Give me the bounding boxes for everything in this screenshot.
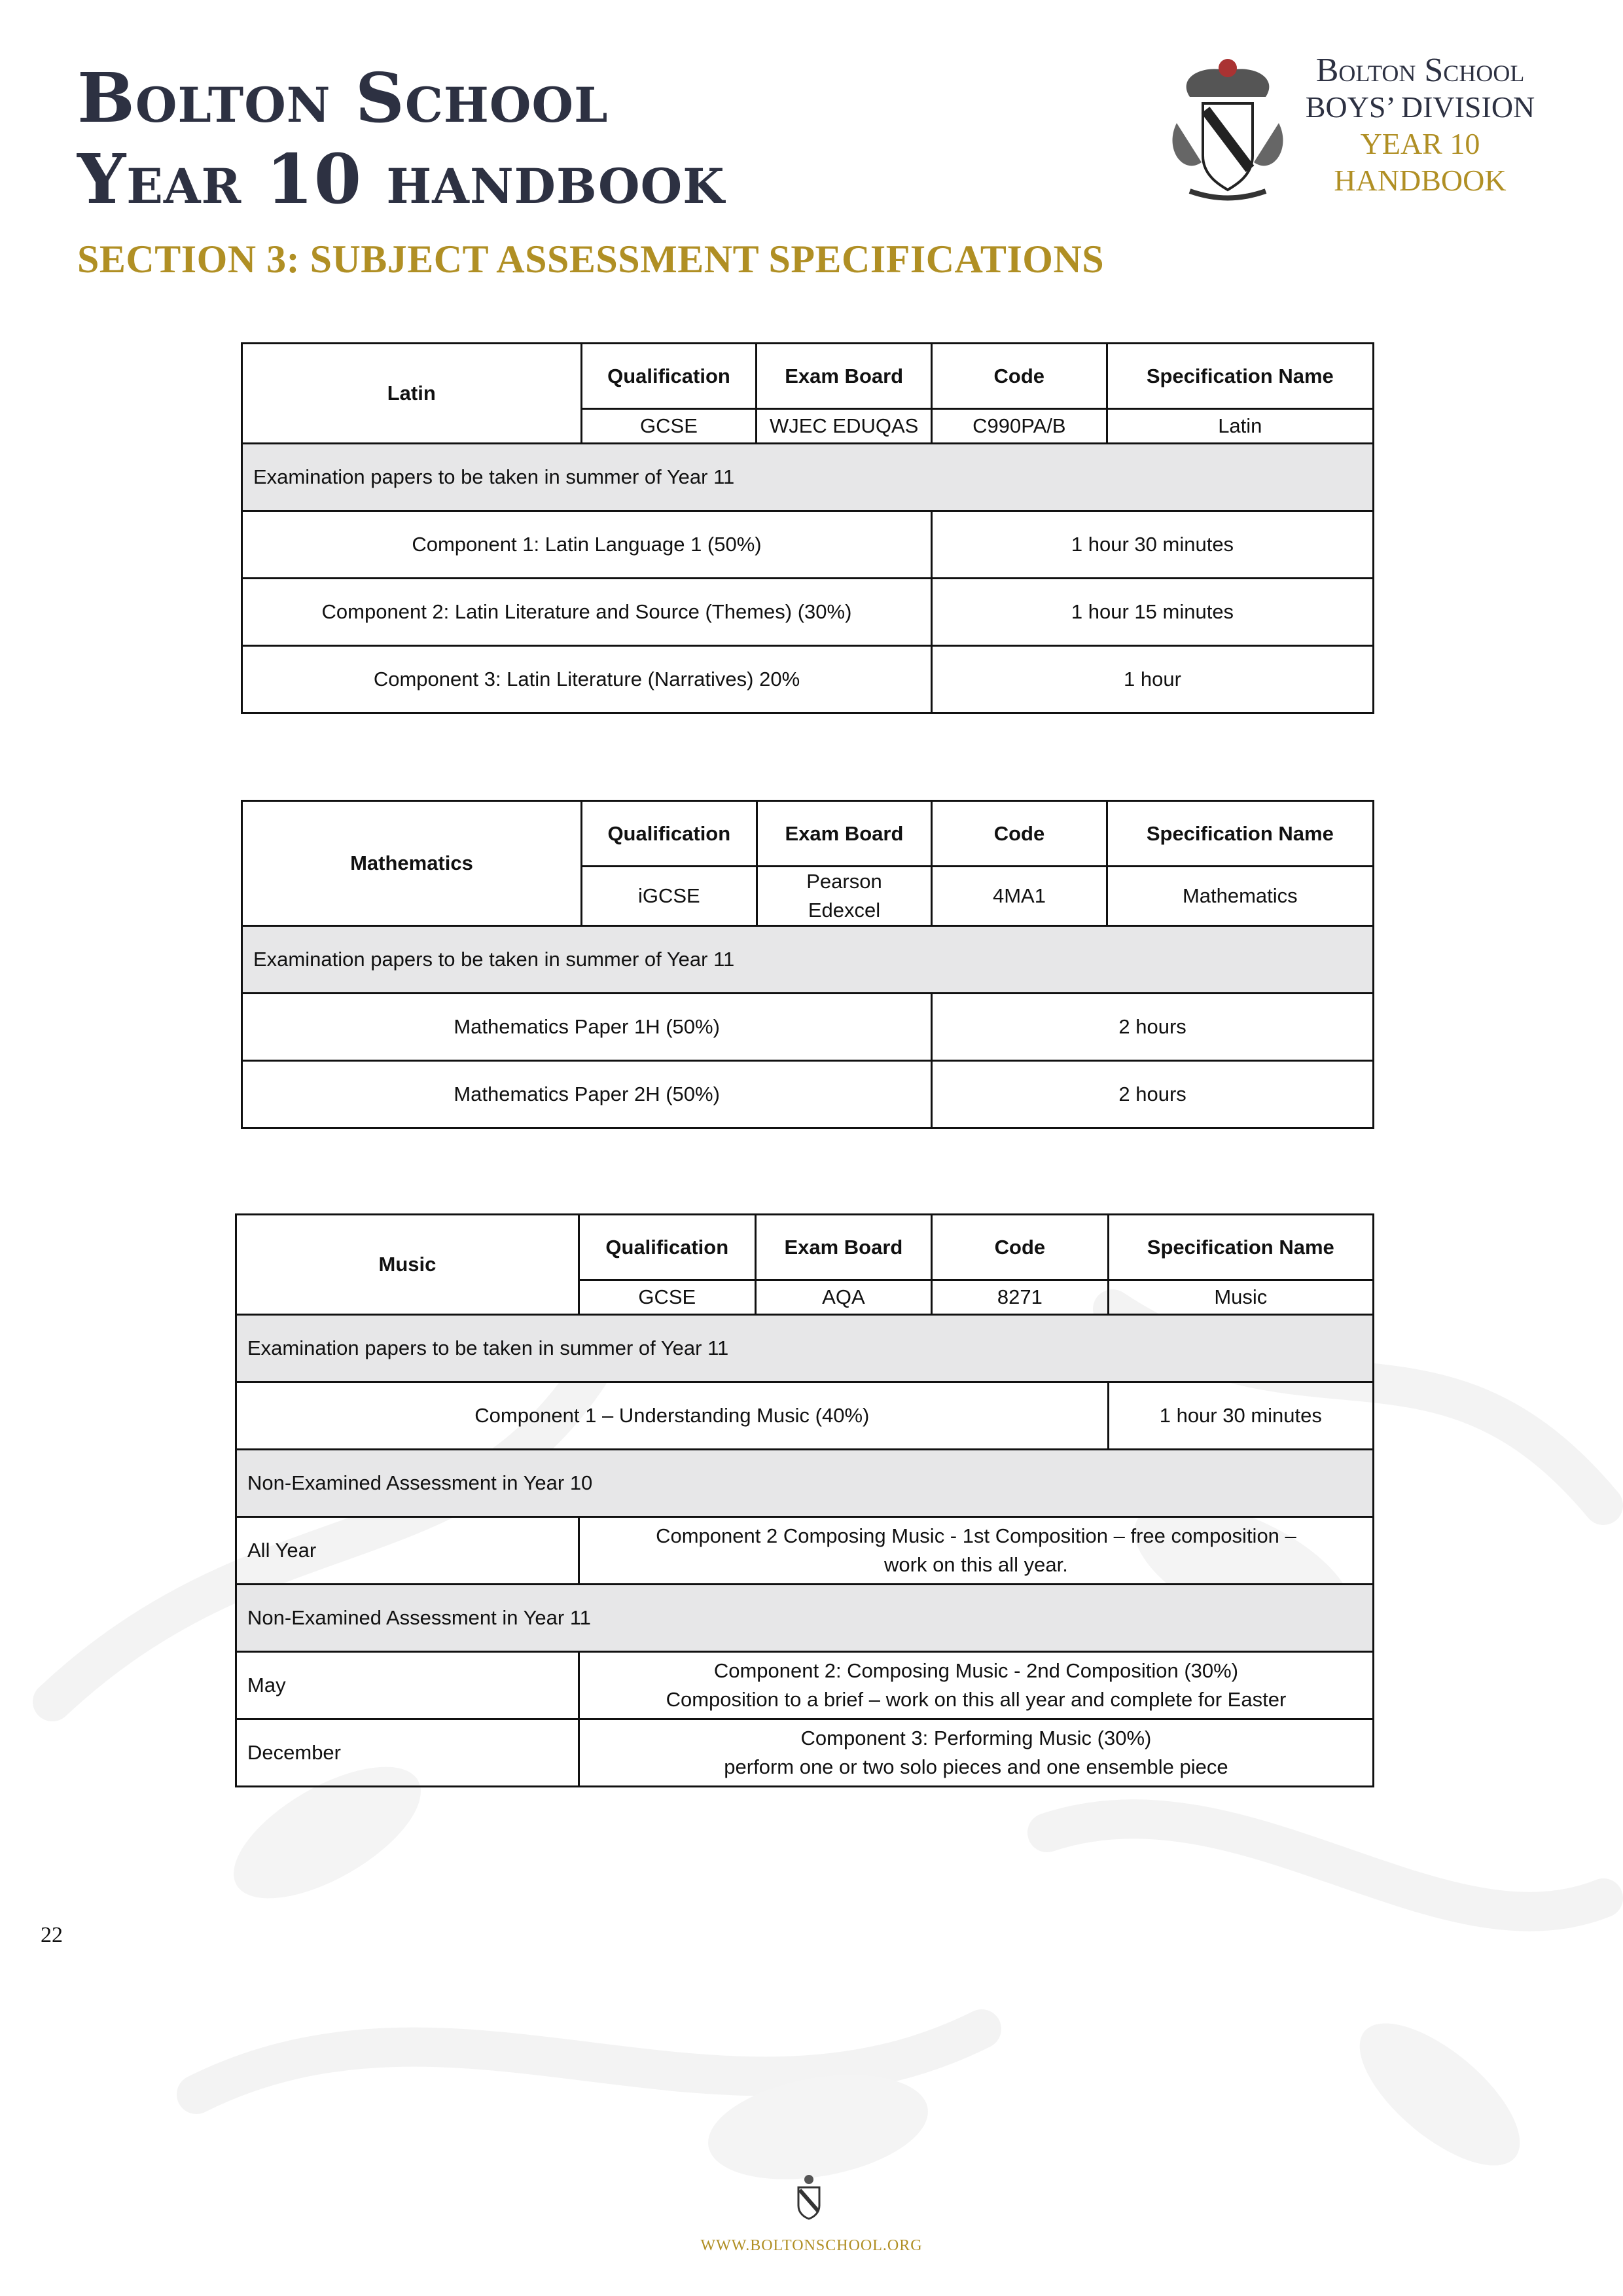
latin-qualification: GCSE — [581, 409, 757, 444]
maths-paper-2: Mathematics Paper 2H (50%) — [242, 1061, 932, 1128]
music-component-1: Component 1 – Understanding Music (40%) — [236, 1382, 1109, 1450]
page-number: 22 — [41, 1923, 63, 1947]
footer-website-link[interactable]: WWW.BOLTONSCHOOL.ORG — [700, 2237, 923, 2254]
music-exam-board: AQA — [755, 1280, 931, 1315]
brand-handbook: HANDBOOK — [1334, 164, 1507, 197]
brand-school-name: Bolton School — [1315, 52, 1525, 89]
brand-division: BOYS’ DIVISION — [1305, 90, 1535, 124]
music-all-year-line-1: Component 2 Composing Music - 1st Composition – free composition – — [656, 1524, 1296, 1547]
latin-spec-name-header: Specification Name — [1107, 344, 1373, 409]
school-crest-icon — [1164, 51, 1292, 203]
handbook-title — [77, 58, 725, 220]
maths-qualification: iGCSE — [581, 867, 757, 926]
music-nea-year-10: Non-Examined Assessment in Year 10 — [236, 1450, 1374, 1517]
music-december-detail — [579, 1719, 1373, 1787]
music-spec-name-header: Specification Name — [1108, 1215, 1373, 1280]
latin-code-header: Code — [931, 344, 1107, 409]
brand-year: YEAR 10 — [1360, 127, 1480, 160]
latin-exam-note: Examination papers to be taken in summer of Year 11 — [242, 444, 1374, 511]
maths-exam-board-header: Exam Board — [757, 801, 932, 867]
music-may-detail — [579, 1652, 1373, 1719]
music-qualification: GCSE — [579, 1280, 755, 1315]
latin-component-3-duration: 1 hour — [931, 646, 1373, 713]
title-line-2: Year 10 handbook — [77, 139, 725, 219]
music-december-label: December — [236, 1719, 579, 1787]
maths-qualification-header: Qualification — [581, 801, 757, 867]
latin-exam-board: WJEC EDUQAS — [757, 409, 932, 444]
music-subject: Music — [236, 1215, 579, 1315]
maths-spec-name: Mathematics — [1107, 867, 1373, 926]
footer-crest-icon — [791, 2173, 827, 2220]
maths-exam-note: Examination papers to be taken in summer of Year 11 — [242, 926, 1374, 994]
maths-spec-name-header: Specification Name — [1107, 801, 1373, 867]
latin-component-1: Component 1: Latin Language 1 (50%) — [242, 511, 932, 579]
maths-paper-2-duration: 2 hours — [932, 1061, 1374, 1128]
latin-exam-board-header: Exam Board — [757, 344, 932, 409]
music-december-line-1: Component 3: Performing Music (30%) — [800, 1727, 1152, 1749]
music-code: 8271 — [932, 1280, 1108, 1315]
music-nea-year-11: Non-Examined Assessment in Year 11 — [236, 1585, 1374, 1652]
title-line-1: Bolton School — [77, 58, 609, 138]
music-spec-table — [235, 1213, 1374, 1787]
latin-code: C990PA/B — [931, 409, 1107, 444]
music-component-1-duration: 1 hour 30 minutes — [1108, 1382, 1373, 1450]
latin-component-2: Component 2: Latin Literature and Source (Themes) (30%) — [242, 579, 932, 646]
music-exam-note: Examination papers to be taken in summer of Year 11 — [236, 1315, 1374, 1382]
music-all-year-line-2: work on this all year. — [884, 1553, 1068, 1576]
music-may-line-2: Composition to a brief – work on this all year and complete for Easter — [666, 1688, 1287, 1711]
music-qualification-header: Qualification — [579, 1215, 755, 1280]
maths-subject: Mathematics — [242, 801, 582, 926]
music-exam-board-header: Exam Board — [755, 1215, 931, 1280]
latin-subject: Latin — [242, 344, 582, 444]
music-spec-name: Music — [1108, 1280, 1373, 1315]
maths-exam-board-line-1: Pearson — [806, 870, 882, 893]
section-title: SECTION 3: SUBJECT ASSESSMENT SPECIFICATIONS — [77, 238, 1105, 281]
latin-component-3: Component 3: Latin Literature (Narratives) 20% — [242, 646, 932, 713]
maths-paper-1: Mathematics Paper 1H (50%) — [242, 994, 932, 1061]
maths-spec-table — [241, 800, 1374, 1129]
latin-spec-table — [241, 342, 1374, 714]
maths-code: 4MA1 — [932, 867, 1107, 926]
music-code-header: Code — [932, 1215, 1108, 1280]
music-december-line-2: perform one or two solo pieces and one ensemble piece — [724, 1755, 1228, 1778]
maths-paper-1-duration: 2 hours — [932, 994, 1374, 1061]
latin-component-1-duration: 1 hour 30 minutes — [931, 511, 1373, 579]
maths-code-header: Code — [932, 801, 1107, 867]
brand-block — [1276, 52, 1564, 199]
maths-exam-board — [757, 867, 932, 926]
music-may-label: May — [236, 1652, 579, 1719]
music-all-year-label: All Year — [236, 1517, 579, 1585]
music-may-line-1: Component 2: Composing Music - 2nd Composition (30%) — [713, 1659, 1239, 1682]
latin-component-2-duration: 1 hour 15 minutes — [931, 579, 1373, 646]
music-all-year-detail — [579, 1517, 1373, 1585]
latin-spec-name: Latin — [1107, 409, 1373, 444]
latin-qualification-header: Qualification — [581, 344, 757, 409]
maths-exam-board-line-2: Edexcel — [808, 899, 881, 922]
